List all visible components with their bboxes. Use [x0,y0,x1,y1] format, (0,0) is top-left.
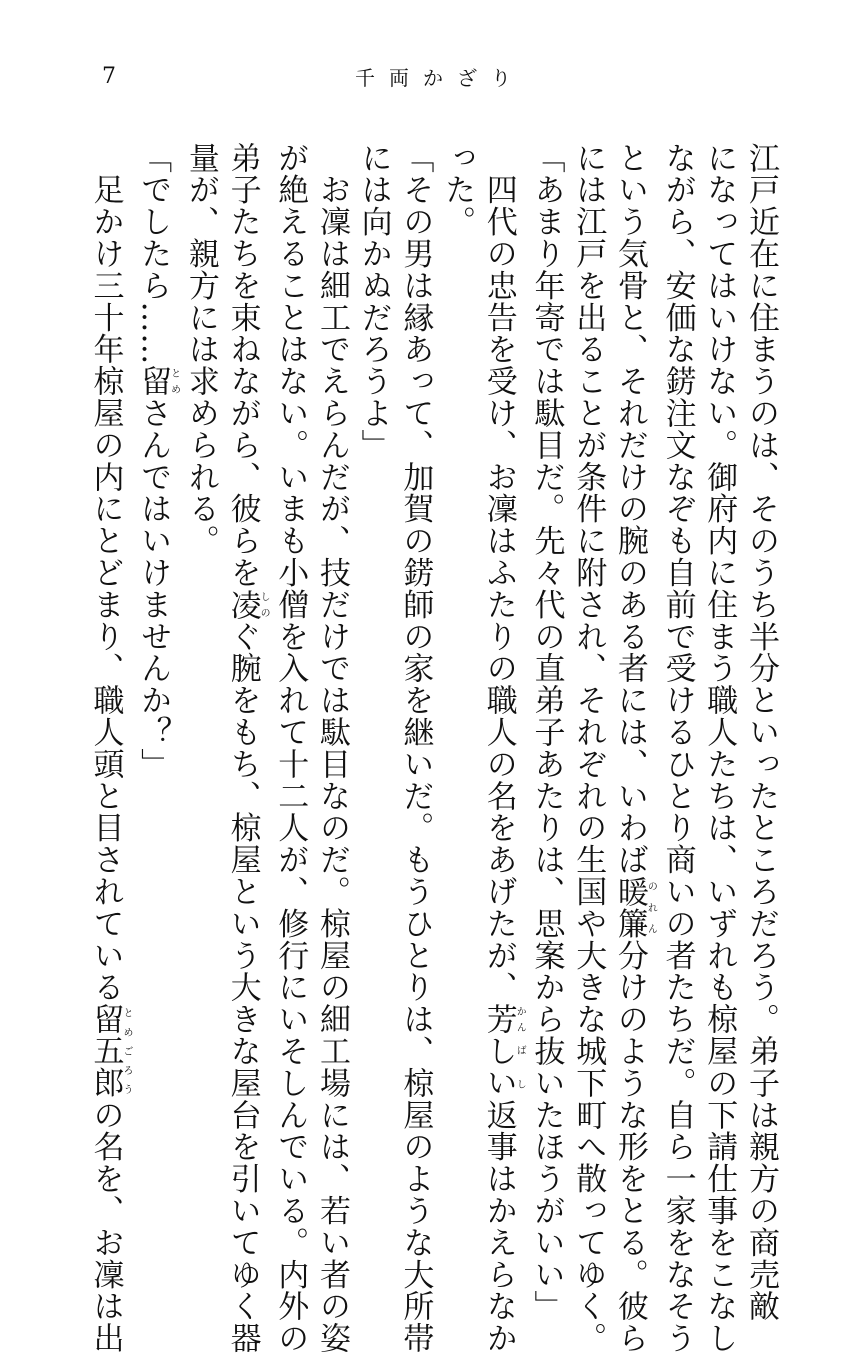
ruby-annotated-word [135,365,180,398]
ruby-base: 芳 [480,1003,517,1036]
ruby-reading: のれん [645,875,657,940]
text-column [698,142,740,1354]
text-column [608,142,657,1354]
page-number: 7 [102,64,116,89]
text-column [310,142,352,1354]
text-run: 四代の忠告を受け、お凜はふたりの職人の名をあげたが、 [480,142,517,1004]
ruby-reading: かん [514,1003,526,1036]
text-run: 足かけ三十年椋屋の内にとどまり、職人頭と目されている [87,142,124,1004]
text-column [477,142,526,1354]
text-run: 分けのような形をとる。彼ら [611,939,648,1354]
ruby-base: 暖簾 [611,875,648,940]
text-run: には向かぬだろうよ」 [355,142,392,461]
text-run: が絶えることはない。いまも小僧を入れて十二人が、修行にいそしんでいる。内外の [272,142,309,1354]
text-column [179,142,221,1127]
ruby-reading: しの [258,588,270,621]
text-run: 量が、親方には求められる。 [182,142,219,557]
ruby-base: 凌 [224,588,261,621]
text-column [656,142,698,1354]
ruby-reading: とめごろう [120,1003,132,1099]
text-run: 江戸近在に住まうのは、そのうち半分といったところだろう。弟子は親方の商売敵 [743,142,779,1323]
text-column [435,142,477,1127]
text-run: 「その男は縁あって、加賀の錺師の家を継いだ。もうひとりは、椋屋のような大所帯 [397,142,434,1354]
body-text [84,142,781,1354]
text-run: った。 [439,142,476,238]
text-run: には江戸を出ることが条件に附され、それぞれの生国や大きな城下町へ散ってゆく。 [570,142,607,1354]
text-column [221,142,270,1354]
text-run: ながら、安価な錺注文なぞも自前で受けるひとり商いの者たちだ。自ら一家をなそう [659,142,696,1354]
text-run: さんではいけませんか？」 [135,397,172,781]
text-column [739,142,781,1323]
text-column [394,142,436,1354]
text-run: 弟子たちを束ねながら、彼らを [224,142,261,589]
text-run: の名を、お凜は出 [87,1099,124,1354]
ruby-annotated-word [224,588,270,621]
text-column [84,142,132,1354]
running-title: 千両かざり [355,66,525,90]
ruby-base: 留 [135,365,172,398]
ruby-base: しい [480,1035,517,1100]
text-run: お凜は細工でえらんだが、技だけでは駄目なのだ。椋屋の細工場には、若い者の姿 [313,142,350,1354]
text-run: になってはいけない。御府内に住まう職人たちは、いずれも椋屋の下請仕事をこなし [701,142,738,1354]
ruby-annotated-word [87,1003,132,1100]
text-run: 「でしたら…… [135,142,172,366]
text-run: 「あまり年寄では駄目だ。先々代の直弟子あたりは、思案から抜いたほうがいい」 [528,142,565,1323]
text-run: 返事はかえらなか [480,1099,517,1354]
text-column [352,142,394,1127]
ruby-base: 留五郎 [87,1003,124,1100]
text-column [269,142,311,1354]
ruby-reading: とめ [168,365,180,398]
text-column [566,142,608,1354]
ruby-annotated-word [480,1003,526,1036]
text-run: という気骨と、それだけの腕のある者には、いわば [611,142,648,876]
text-column [131,142,179,1127]
text-column [525,142,567,1323]
ruby-reading: ばし [514,1035,526,1100]
ruby-annotated-word [611,875,657,940]
text-run: ぐ腕をもち、椋屋という大きな屋台を引いてゆく器 [224,620,261,1354]
ruby-annotated-word [480,1035,526,1100]
